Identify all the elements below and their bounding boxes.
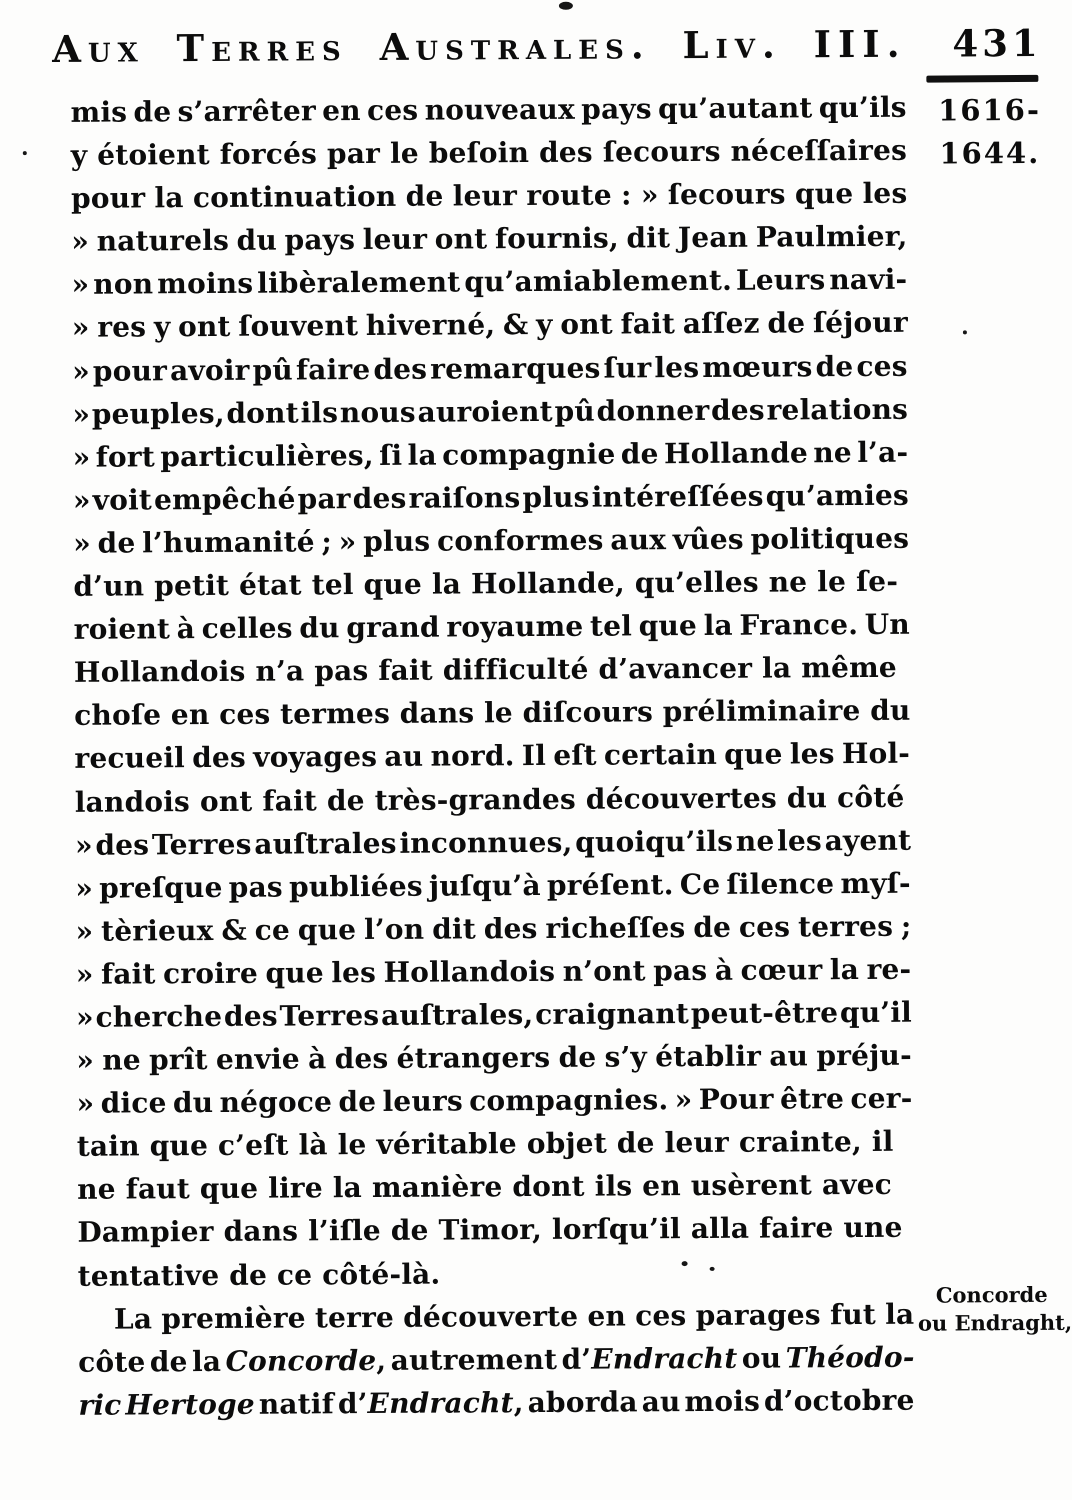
scan-speck [963, 330, 967, 334]
text-line: » fort particulières, ſi la compagnie de Hollande ne l’a- [72, 435, 909, 474]
text-line: Hollandois n’a pas fait difficulté d’avancer la même [73, 651, 897, 690]
text-line: » voit empêché par des raiſons plus intéreſſées qu’amies [72, 478, 910, 517]
text-line: » de l’humanité ; » plus conformes aux vûes politiques [73, 521, 910, 560]
text-line: » res y ont ſouvent hiverné, & y ont fait aſſez de ſéjour [71, 306, 909, 345]
text-line: Dampier dans l’iſle de Timor, lorſqu’il alla faire une [77, 1211, 903, 1250]
text-line: » ne prît envie à des étrangers de s’y établir au préju- [76, 1038, 912, 1077]
page-number: 431 [952, 20, 1042, 66]
text-line: mis de s’arrêter en ces nouveaux pays qu’autant qu’ils [70, 90, 907, 129]
text-line: » pour avoir pû faire des remarques ſur les mœurs de ces [72, 349, 908, 388]
text-line: y étoient forcés par le beſoin des ſecours néceſſaires [70, 133, 908, 172]
text-line: landois ont fait de très-grandes découvertes du côté [74, 780, 905, 819]
text-line: recueil des voyages au nord. Il eſt certain que les Hol- [74, 737, 911, 776]
text-line: ne faut que lire la manière dont ils en usèrent avec [77, 1168, 893, 1207]
text-line: » des Terres auſtrales inconnues, quoiqu’ils ne les ayent [74, 823, 912, 862]
text-line: côte de la Concorde, autrement d’Endracht ou Théodo- [78, 1340, 915, 1379]
scan-speck [23, 151, 27, 155]
year-start: 1616- [938, 92, 1042, 128]
text-line: » tèrieux & ce que l’on dit des richeſſes de ces terres ; [75, 909, 912, 948]
side-note-line: ou Endraght, [917, 1309, 1072, 1336]
text-line: d’un petit état tel que la Hollande, qu’elles ne le ſe- [73, 564, 899, 603]
text-line: » dice du négoce de leurs compagnies. » Pour être cer- [76, 1081, 913, 1120]
year-end: 1644. [939, 135, 1041, 171]
text-line: tain que c’eſt là le véritable objet de leur crainte, il [76, 1125, 894, 1164]
text-line: choſe en ces termes dans le diſcours préliminaire du [74, 694, 911, 733]
side-note-line: Concorde [935, 1281, 1048, 1308]
scan-speck [682, 1261, 688, 1266]
running-head [52, 20, 1042, 71]
book-label: Liv. III. [682, 21, 907, 68]
body-text [70, 86, 914, 1427]
text-line: La première terre découverte en ces parages fut la [113, 1297, 915, 1336]
margin-side-note [916, 1281, 1072, 1338]
margin-rule [926, 75, 1038, 83]
text-line: roient à celles du grand royaume tel que la France. Un [73, 607, 911, 646]
text-line: » cherche des Terres auſtrales, craignant peut-être qu’il [75, 995, 913, 1034]
text-line: » preſque pas publiées juſqu’à préſent. Ce ſilence myſ- [75, 866, 911, 905]
margin-year-note [934, 89, 1045, 176]
text-line: ric Hertoge natif d’Endracht, aborda au mois d’octobre [78, 1383, 915, 1422]
text-line: » fait croire que les Hollandois n’ont pas à cœur la re- [75, 952, 912, 991]
text-line: » peuples, dont ils nous auroient pû donner des relations [72, 392, 909, 431]
text-line: » naturels du pays leur ont fournis, dit Jean Paulmier, [71, 220, 908, 259]
text-line: pour la continuation de leur route : » ſecours que les [70, 176, 908, 216]
text-line: tentative de ce côté-là. [77, 1257, 441, 1293]
running-title: Aux Terres Australes. [52, 23, 651, 71]
scan-speck [710, 1267, 715, 1271]
text-line: » non moins libèralement qu’amiablement. Leurs navi- [71, 263, 908, 302]
scan-speck [559, 2, 573, 10]
